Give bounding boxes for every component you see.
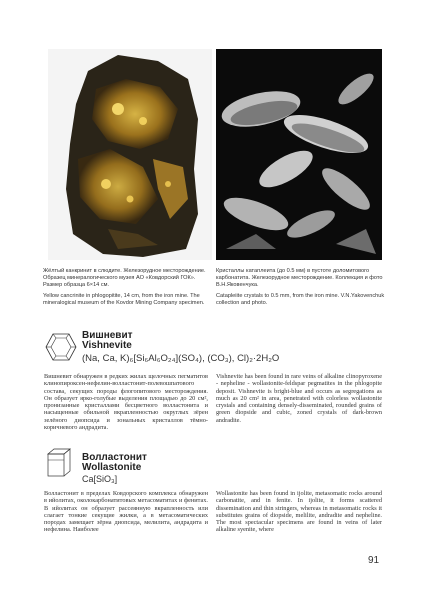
vishnevite-title-en: Vishnevite: [82, 340, 132, 351]
wollastonite-title-en: Wollastonite: [82, 462, 142, 473]
vishnevite-text-ru: Вишневит обнаружен в редких жилах щелочных пегматитов клинопироксен-нефелин-волластонит-полевошпатового состава, секущих породы флогопитового месторождения. Он образует ярко-голубые выделения площадью до 20 см², пронизанные кристаллами бесцветного волластонита и насыщенные обильной вкрапленностью округлых зёрен зелёного диопсида и зональных кристаллов тёмно-коричневого андрадита.: [44, 373, 208, 432]
catapleiite-crystals-image: [216, 49, 382, 260]
catapleiite-caption-en: Catapleiite crystals to 0.5 mm, from the iron mine. V.N.Yakovenchuk collection and photo.: [216, 293, 385, 307]
wollastonite-text-ru: Волластонит в пределах Ковдорского комплекса обнаружен в ийолитах, околокарбонатитовых метасоматитах и фенитах. В ийолитах он образует рассеянную вкрапленность или слагает тонкие секущие жилки, а в метасоматических породах замещает зёрна диопсида, мелилита, андрадита и нефелина. Наиболее: [44, 490, 208, 534]
catapleiite-photo: [216, 49, 382, 260]
catapleiite-caption-ru: Кристаллы катаплеита (до 0.5 мм) в пустоте доломитового карбонатита. Железорудное месторождение. Коллекция и фото В.Н.Яковенчука.: [216, 268, 383, 289]
vishnevite-formula: (Na, Ca, K)₆[Si₆Al₆O₂₄](SO₄), (CO₃), Cl)₂·2H₂O: [82, 353, 280, 364]
cancrinite-caption-en: Yellow cancrinite in phlogopitite, 14 cm, from the iron mine. The mineralogical museum of the Kovdor Mining Company specimen.: [43, 293, 205, 307]
vishnevite-title-ru: Вишневит: [82, 330, 133, 341]
cancrinite-caption-ru: Жёлтый канкринит в слюдите. Железорудное месторождение. Образец минералогического музея АО «Ковдорский ГОК». Размер образца 6×14 см.: [43, 268, 206, 289]
wollastonite-formula: Ca[SiO₃]: [82, 474, 118, 484]
hexagonal-crystal-icon: [44, 330, 78, 364]
cancrinite-photo: [48, 49, 212, 260]
prismatic-crystal-icon: [44, 446, 72, 480]
cancrinite-specimen-image: [48, 49, 212, 260]
wollastonite-title-ru: Волластонит: [82, 452, 147, 463]
page-number: 91: [368, 555, 380, 566]
wollastonite-text-en: Wollastonite has been found in ijolite, metasomatic rocks around carbonatite, and in fenite. In ijolite, it forms scattered dissemination and thin stringers, whereas in metasomatic rocks it substitutes grains of diopside, melilite, andradite and nepheline. The most spectacular specimens are found in veins of later alkaline syenite, where: [216, 490, 382, 534]
vishnevite-text-en: Vishnevite has been found in rare veins of alkaline clinopyroxene - nepheline - wollastonite-feldspar pegmatites in the phlogopite deposit. Vishnevite is bright-blue and occurs as segregations as much as 20 cm² in area, penetrated with colorless wollastonite crystals and containing densely-disseminated, rounded grains of green diopside and cubic, zoned crystals of dark-brown andradite.: [216, 373, 382, 424]
